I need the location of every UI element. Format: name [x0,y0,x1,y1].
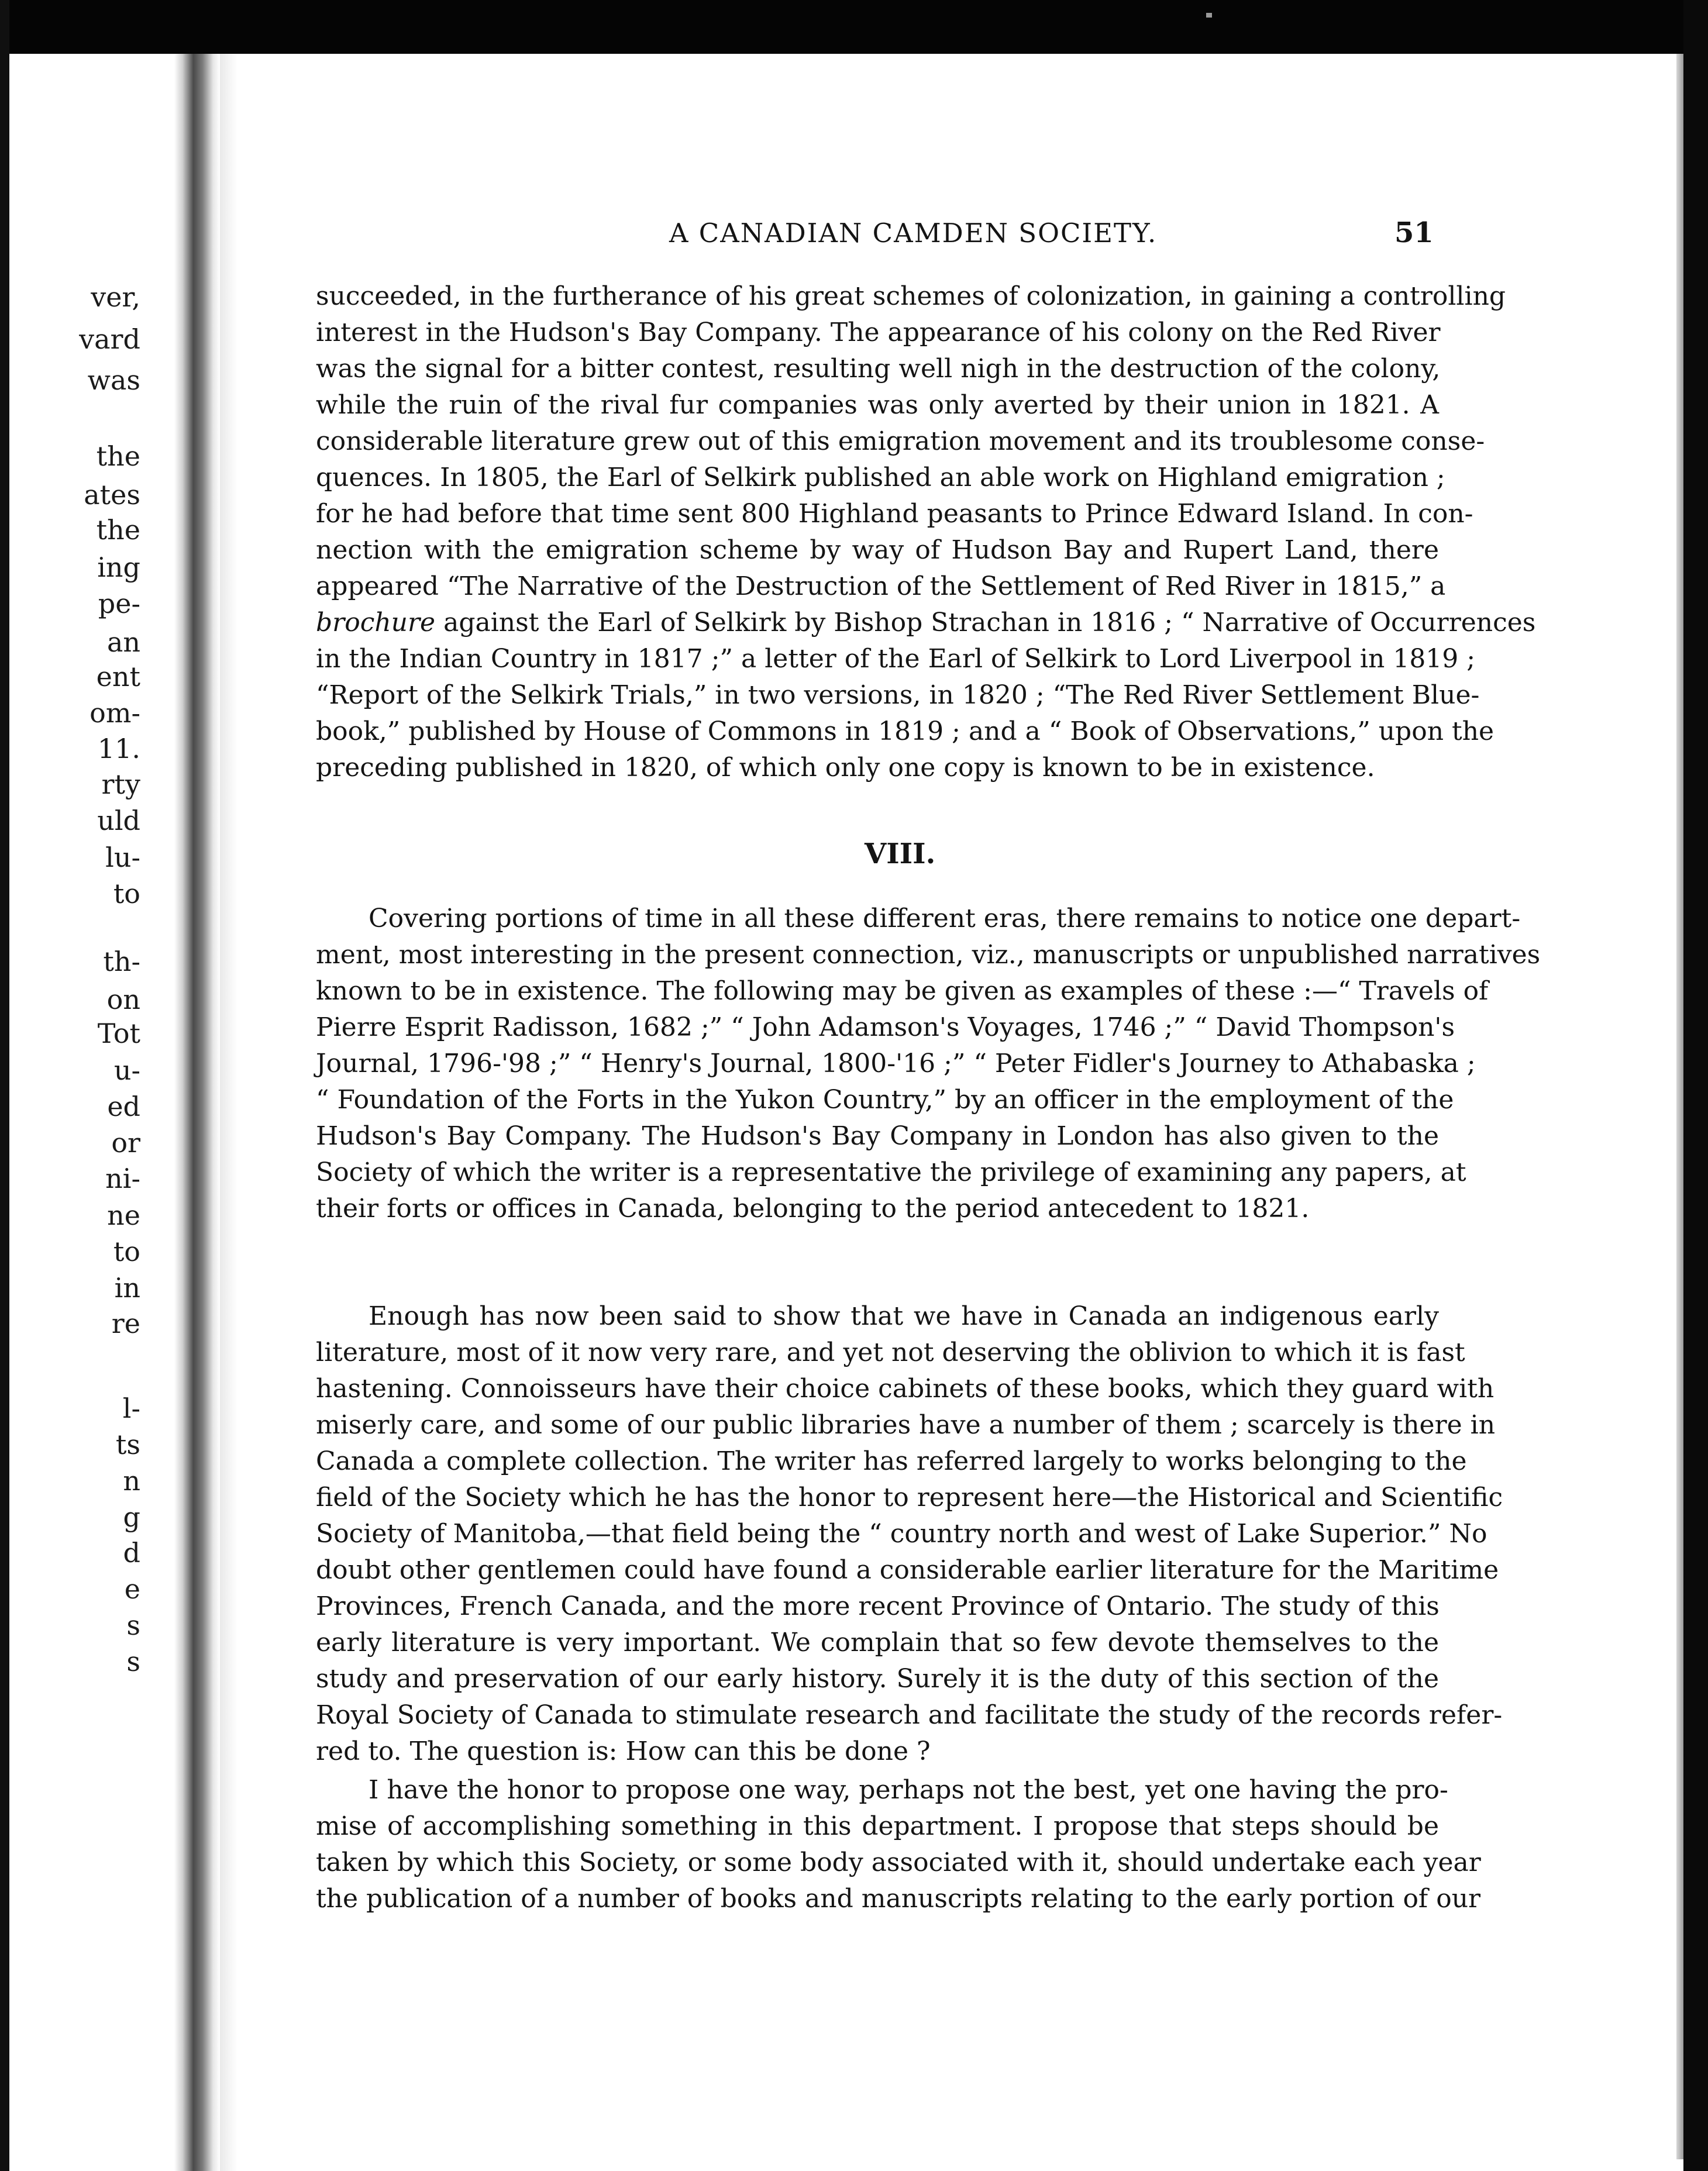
text-line: taken by which this Society, or some body associated with it, should undertake each year [316,1848,1481,1877]
page-edge [1676,54,1683,2159]
text-line: ment, most interesting in the present connection, viz., manuscripts or unpublished narratives [316,940,1541,970]
left-page-fragment: ver, [91,281,140,313]
running-head: A CANADIAN CAMDEN SOCIETY. [669,218,1158,249]
text-line: in the Indian Country in 1817 ;” a letter of the Earl of Selkirk to Lord Liverpool in 1819 ; [316,644,1476,674]
book-gutter [174,54,220,2171]
text-line: book,” published by House of Commons in 1819 ; and a “ Book of Observations,” upon the [316,716,1494,746]
left-page-fragment: the [96,514,140,546]
text-line: doubt other gentlemen could have found a considerable earlier literature for the Maritime [316,1555,1499,1585]
left-page-fragment: ates [84,479,140,511]
text-line: “ Foundation of the Forts in the Yukon Country,” by an officer in the employment of the [316,1085,1454,1115]
left-page-fragment: in [114,1272,140,1304]
left-page-fragment: on [106,984,140,1015]
left-page-fragment: ne [107,1200,140,1231]
scan-border-right [1683,0,1708,2171]
text-line: literature, most of it now very rare, and yet not deserving the oblivion to which it is fast [316,1338,1465,1367]
left-page-fragment: Tot [97,1018,140,1049]
left-page-fragment: the [96,440,140,472]
text-line: Provinces, French Canada, and the more recent Province of Ontario. The study of this [316,1591,1440,1621]
left-page-fragment: re [111,1308,140,1339]
text-line: interest in the Hudson's Bay Company. The appearance of his colony on the Red River [316,318,1441,347]
text-line: Covering portions of time in all these different eras, there remains to notice one depart- [369,904,1521,933]
left-page-fragment: to [113,878,140,909]
paragraph-3 [316,1298,1503,1770]
text-line: Society of Manitoba,—that field being the “ country north and west of Lake Superior.” No [316,1519,1487,1549]
italic-word: brochure [316,608,436,637]
left-page-fragment: or [111,1127,140,1159]
text-line: their forts or offices in Canada, belonging to the period antecedent to 1821. [316,1194,1310,1224]
text-line: succeeded, in the furtherance of his great schemes of colonization, in gaining a controlling [316,281,1506,311]
text-line: mise of accomplishing something in this department. I propose that steps should be [316,1811,1439,1841]
left-page-fragment: rty [101,769,140,800]
left-page-fragment: 11. [97,733,140,764]
text-line: preceding published in 1820, of which only one copy is known to be in existence. [316,753,1375,783]
text-line: for he had before that time sent 800 Highland peasants to Prince Edward Island. In con- [316,499,1473,529]
text-line: Canada a complete collection. The writer has referred largely to works belonging to the [316,1446,1467,1476]
paragraph-4 [316,1772,1481,1917]
left-page-fragment: was [87,364,140,396]
scan-border-top [0,0,1708,54]
text-line: “Report of the Selkirk Trials,” in two versions, in 1820 ; “The Red River Settlement Blue- [316,680,1480,710]
left-page-fragment: an [106,626,140,658]
text-line: field of the Society which he has the honor to represent here—the Historical and Scientific [316,1483,1503,1512]
text-line: hastening. Connoisseurs have their choice cabinets of these books, which they guard with [316,1374,1494,1404]
left-page-fragment: om- [89,697,140,729]
text-line: study and preservation of our early history. Surely it is the duty of this section of the [316,1664,1439,1694]
text-line: Society of which the writer is a representative the privilege of examining any papers, at [316,1157,1466,1187]
text-line: Royal Society of Canada to stimulate research and facilitate the study of the records refer- [316,1700,1503,1730]
text-line: early literature is very important. We complain that so few devote themselves to the [316,1628,1439,1657]
left-page-fragments [0,0,140,2171]
text-line: brochure against the Earl of Selkirk by Bishop Strachan in 1816 ; “ Narrative of Occurrences [316,608,1536,637]
section-heading: VIII. [865,838,936,870]
page-number: 51 [1394,216,1434,249]
gutter-shadow [220,54,237,2171]
text-line: Pierre Esprit Radisson, 1682 ;” “ John Adamson's Voyages, 1746 ;” “ David Thompson's [316,1012,1455,1042]
paragraph-2 [316,901,1541,1227]
text-line: Journal, 1796-'98 ;” “ Henry's Journal, 1800-'16 ;” “ Peter Fidler's Journey to Athabaska ; [316,1049,1476,1078]
text-line: was the signal for a bitter contest, resulting well nigh in the destruction of the colony, [316,354,1441,384]
left-page-fragment: s [126,1646,140,1677]
left-page-fragment: g [123,1501,140,1533]
left-page-fragment: to [113,1236,140,1267]
text-line: red to. The question is: How can this be done ? [316,1736,931,1766]
left-page-fragment: e [124,1573,140,1605]
text-line: the publication of a number of books and manuscripts relating to the early portion of our [316,1884,1481,1914]
left-page-fragment: th- [103,946,140,977]
text-line: appeared “The Narrative of the Destruction of the Settlement of Red River in 1815,” a [316,571,1446,601]
text-line: known to be in existence. The following may be given as examples of these :—“ Travels of [316,976,1489,1006]
left-page-fragment: l- [122,1393,140,1424]
text-line: Hudson's Bay Company. The Hudson's Bay Company in London has also given to the [316,1121,1439,1151]
left-page-fragment: ni- [105,1163,140,1194]
scan-speck [1206,13,1212,18]
text-line: while the ruin of the rival fur companies was only averted by their union in 1821. A [316,390,1439,420]
left-page-fragment: ent [96,661,140,692]
left-page-fragment: uld [97,805,140,836]
text-line: quences. In 1805, the Earl of Selkirk published an able work on Highland emigration ; [316,463,1445,492]
text-line: I have the honor to propose one way, perhaps not the best, yet one having the pro- [369,1775,1448,1805]
left-page-fragment: lu- [105,842,140,873]
left-page-fragment: ed [107,1091,140,1122]
text-line: considerable literature grew out of this emigration movement and its troublesome conse- [316,426,1485,456]
left-page-fragment: vard [79,323,140,355]
left-page-fragment: ing [97,552,140,583]
left-page-fragment: s [126,1610,140,1641]
paragraph-1 [316,278,1536,786]
text-line: nection with the emigration scheme by way of Hudson Bay and Rupert Land, there [316,535,1439,565]
left-page-fragment: ts [115,1429,140,1460]
left-page-fragment: u- [113,1055,140,1086]
left-page-fragment: d [123,1537,140,1569]
left-page-fragment: n [123,1465,140,1497]
left-page-fragment: pe- [98,588,140,619]
text-line: Enough has now been said to show that we have in Canada an indigenous early [369,1301,1439,1331]
text-line: miserly care, and some of our public libraries have a number of them ; scarcely is there in [316,1410,1496,1440]
